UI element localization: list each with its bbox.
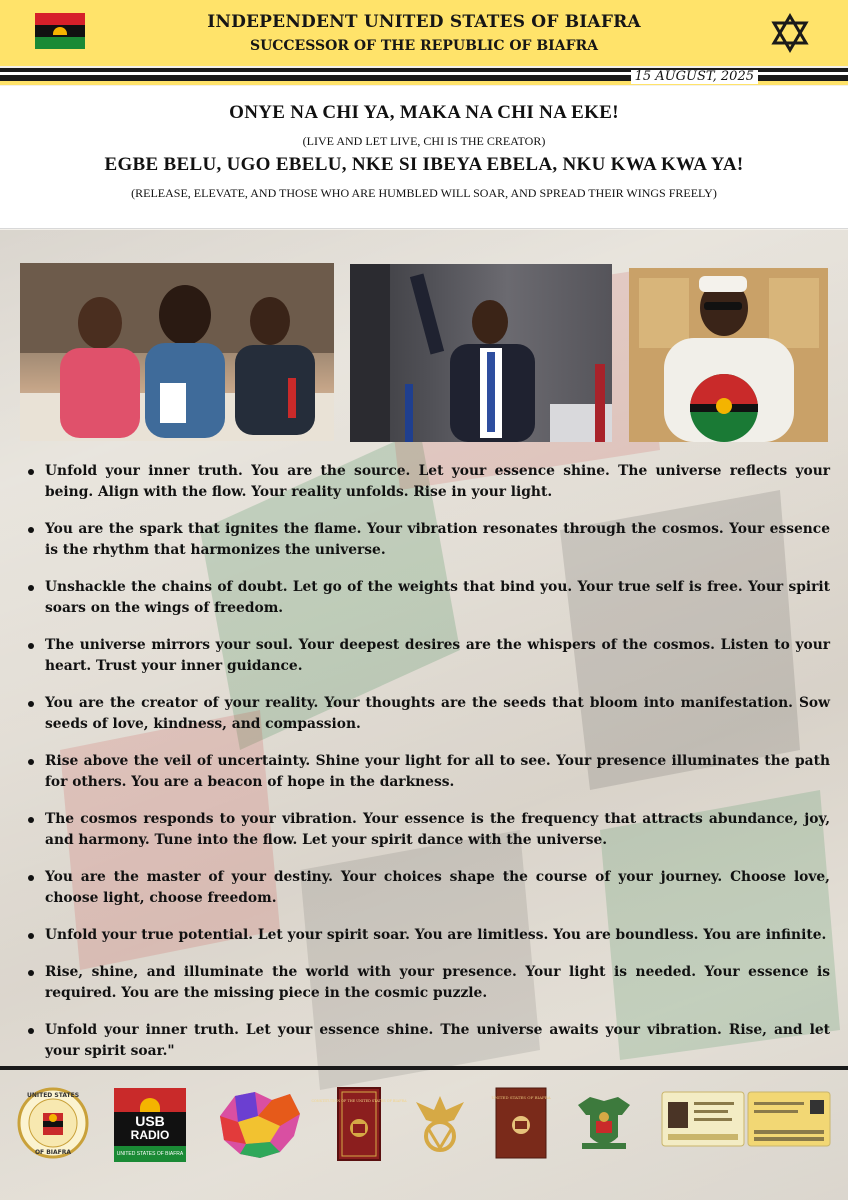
header-subtitle: SUCCESSOR OF THE REPUBLIC OF BIAFRA: [249, 38, 599, 54]
usb-radio-logo: USB RADIO UNITED STATES OF BIAFRA: [114, 1088, 186, 1160]
list-item: Rise, shine, and illuminate the world with your presence. Your light is needed. Your essence is required. You are the missing piece in the cosmic puzzle.: [20, 962, 830, 1004]
motto-translation-2: (RELEASE, ELEVATE, AND THOSE WHO ARE HUMBLED WILL SOAR, AND SPREAD THEIR WINGS FREELY): [131, 186, 717, 200]
list-item: Unfold your inner truth. Let your essence shine. The universe awaits your vibration. Rise, and let your spirit soar.": [20, 1020, 830, 1062]
list-item: You are the spark that ignites the flame. Your vibration resonates through the cosmos. Your essence is the rhythm that harmonizes the universe.: [20, 519, 830, 561]
list-item: Unshackle the chains of doubt. Let go of the weights that bind you. Your true self is free. Your spirit soars on the wings of freedom.: [20, 577, 830, 619]
header-bar: [0, 0, 848, 66]
group-photo-illustration: [20, 263, 334, 441]
header-title: INDEPENDENT UNITED STATES OF BIAFRA: [207, 12, 641, 32]
motto-line-1: ONYE NA CHI YA, MAKA NA CHI NA EKE!: [229, 102, 619, 123]
list-item: You are the master of your destiny. Your choices shape the course of your journey. Choose love, choose light, choose freedom.: [20, 867, 830, 909]
leader-photo-illustration: [629, 268, 828, 442]
passport-icon: [491, 1087, 551, 1159]
group-photo: [20, 263, 334, 441]
coat-of-arms-icon: [572, 1087, 636, 1157]
document-date: 15 AUGUST, 2025: [631, 70, 758, 84]
list-item: You are the creator of your reality. Your thoughts are the seeds that bloom into manifestation. Sow seeds of love, kindness, and compassion.: [20, 693, 830, 735]
motto-translation-1: (LIVE AND LET LIVE, CHI IS THE CREATOR): [302, 134, 546, 148]
affirmation-list: [20, 461, 830, 1078]
list-item: Unfold your inner truth. You are the source. Let your essence shine. The universe reflects your being. Align with the flow. Your reality unfolds. Rise in your light.: [20, 461, 830, 503]
usb-seal-icon: [17, 1083, 89, 1167]
list-item: Unfold your true potential. Let your spirit soar. You are limitless. You are boundless. You are infinite.: [20, 925, 830, 946]
motto-panel: [0, 86, 848, 229]
list-item: The universe mirrors your soul. Your deepest desires are the whispers of the cosmos. Listen to your heart. Trust your inner guidance.: [20, 635, 830, 677]
motto-line-2: EGBE BELU, UGO EBELU, NKE SI IBEYA EBELA, NKU KWA KWA YA!: [104, 154, 744, 175]
id-card-icon: [662, 1092, 830, 1146]
list-item: The cosmos responds to your vibration. Your essence is the frequency that attracts abundance, joy, and harmony. Tune into the flow. Let your spirit dance with the universe.: [20, 809, 830, 851]
constitution-book-icon: [311, 1086, 407, 1162]
list-item: Rise above the veil of uncertainty. Shine your light for all to see. Your presence illuminates the path for others. You are a beacon of hope in the darkness.: [20, 751, 830, 793]
eagle-emblem-icon: [414, 1088, 466, 1160]
speaker-photo: [350, 264, 612, 442]
svg-text:UNITED STATES OF BIAFRA: UNITED STATES OF BIAFRA: [491, 1095, 551, 1100]
svg-text:OF BIAFRA: OF BIAFRA: [34, 1149, 72, 1156]
star-of-david-icon: [770, 13, 810, 53]
leader-photo: [629, 268, 828, 442]
footer-divider: [0, 1066, 848, 1070]
svg-text:CONSTITUTION OF THE UNITED STA: CONSTITUTION OF THE UNITED STATES OF BIAFRA: [311, 1099, 407, 1103]
speaker-photo-illustration: [350, 264, 612, 442]
biafra-map-icon: [210, 1086, 306, 1162]
svg-text:UNITED STATES: UNITED STATES: [26, 1092, 80, 1099]
